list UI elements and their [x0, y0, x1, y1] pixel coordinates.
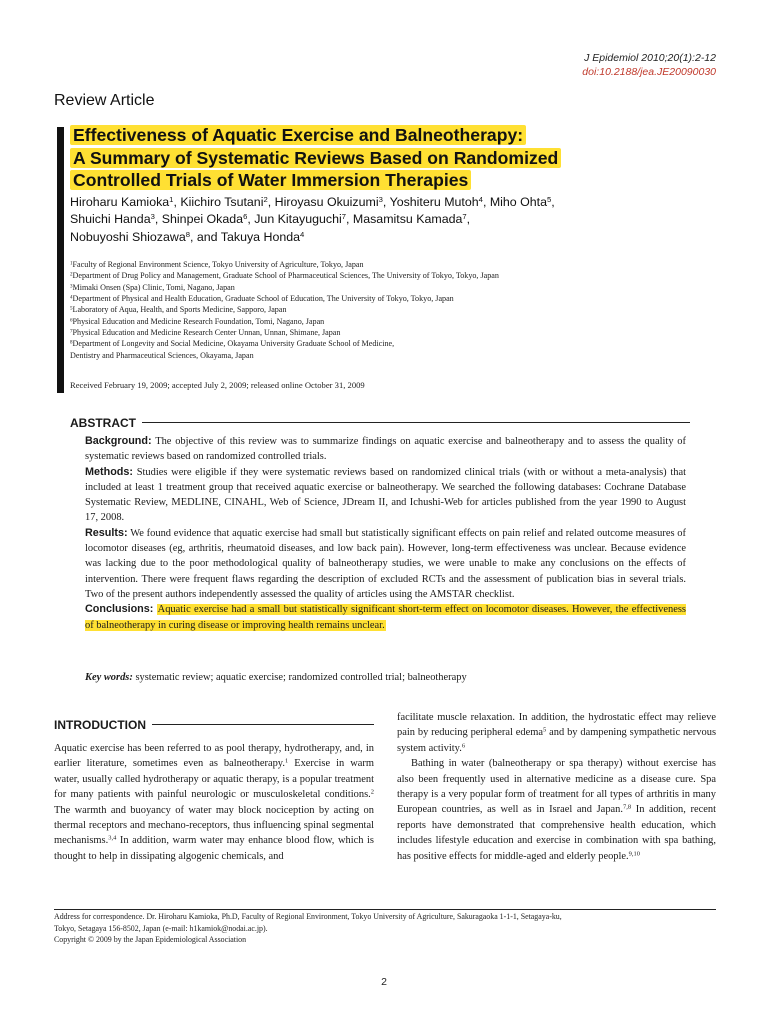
author: Shinpei Okada$^6$	[161, 212, 248, 227]
keywords-text: systematic review; aquatic exercise; randomized controlled trial; balneotherapy	[135, 672, 467, 683]
abstract-body	[85, 434, 686, 633]
author: Shuichi Handa$^3$	[70, 212, 155, 227]
affiliation-item: $^1$Faculty of Regional Environment Science, Tokyo University of Agriculture, Tokyo, Japan	[70, 260, 364, 269]
title-line-1: Effectiveness of Aquatic Exercise and Balneotherapy:	[70, 125, 526, 145]
citation-ref: 9,10	[628, 850, 640, 858]
abstract-results-label: Results:	[85, 526, 128, 539]
affiliation-item: $^2$Department of Drug Policy and Management, Graduate School of Pharmaceutical Sciences, The University of Tokyo, Tokyo, Japan	[70, 271, 499, 281]
abstract-conclusions-text: Aquatic exercise had a small but statistically significant short-term effect on locomotor diseases. However, the effectiveness of balneotherapy in curing disease or improving health remains unclear.	[85, 604, 686, 631]
doi-link[interactable]: doi:10.2188/jea.JE20090030	[582, 66, 716, 78]
correspondence-line-2: Tokyo, Setagaya 156-8502, Japan (e-mail: h1kamiok@nodai.ac.jp).	[54, 923, 268, 933]
author: Hiroharu Kamioka$^1$	[70, 194, 174, 209]
footnote-rule	[54, 909, 716, 910]
keywords-label: Key words:	[85, 672, 133, 683]
author: Hiroyasu Okuizumi$^3$	[274, 194, 383, 209]
citation-ref: 2	[370, 788, 374, 796]
correspondence-line-1: Address for correspondence. Dr. Hiroharu Kamioka, Ph.D, Faculty of Regional Environment, Tokyo University of Agriculture, Sakuragaoka 1-1-1, Setagaya-ku,	[54, 912, 562, 921]
received-dates: Received February 19, 2009; accepted July 2, 2009; released online October 31, 2009	[70, 380, 365, 390]
author: Takuya Honda$^4$	[220, 229, 305, 244]
article-title	[70, 124, 710, 192]
introduction-column-right	[397, 710, 716, 864]
abstract-background-text: The objective of this review was to summarize findings on aquatic exercise and balneotherapy and to assess the quality of systematic reviews based on randomized controlled trials.	[85, 436, 687, 463]
journal-citation-block	[582, 51, 716, 79]
keywords	[85, 671, 686, 685]
introduction-paragraph: facilitate muscle relaxation. In addition, the hydrostatic effect may relieve pain by reducing peripheral edema$^5$ and by dampening sympathetic nervous system activity.$^6$	[397, 712, 717, 754]
introduction-heading	[54, 716, 374, 732]
author: Yoshiteru Mutoh$^4$	[389, 194, 483, 209]
author-list: Hiroharu Kamioka$^1$, Kiichiro Tsutani$^2$, Hiroyasu Okuizumi$^3$, Yoshiteru Mutoh$^4$, Miho Ohta$^5$, Shuichi Handa$^3$, Shinpei Okada$^6$, Jun Kitayuguchi$^7$, Masamitsu Kamada$^7$, Nobuyoshi Shiozawa$^8$, and Takuya Honda$^4$	[70, 194, 555, 244]
citation-ref: 3,4	[108, 834, 117, 842]
journal-citation: J Epidemiol 2010;20(1):2-12	[584, 52, 716, 64]
affiliation-item: $^5$Laboratory of Aqua, Health, and Sports Medicine, Sapporo, Japan	[70, 305, 287, 315]
article-type-label: Review Article	[54, 92, 155, 109]
abstract-heading	[70, 414, 690, 430]
affiliation-item: $^3$Mimaki Onsen (Spa) Clinic, Tomi, Nagano, Japan	[70, 282, 235, 292]
page-number: 2	[381, 976, 387, 988]
affiliation-item: $^6$Physical Education and Medicine Research Foundation, Tomi, Nagano, Japan	[70, 316, 325, 326]
affiliation-item: $^7$Physical Education and Medicine Research Center Unnan, Unnan, Shimane, Japan	[70, 328, 341, 338]
affiliation-item-continued: Dentistry and Pharmaceutical Sciences, Okayama, Japan	[70, 350, 254, 360]
author-conjunction: and	[196, 229, 218, 244]
correspondence-footnote	[54, 911, 724, 946]
citation-ref: 5	[543, 726, 547, 734]
author: Kiichiro Tsutani$^2$	[180, 194, 268, 209]
abstract-background-label: Background:	[85, 435, 152, 447]
abstract-results-text: We found evidence that aquatic exercise had small but statistically significant effects on pain relief and related outcome measures of locomotor diseases (eg, arthritis, rheumatoid diseases, and low back pain). However, long-term effectiveness was unclear. Because evidence was lacking due to the poor methodological quality of balneotherapy studies, we were unable to make any conclusions on the effects of intervention. There were frequent flaws regarding the description of excluded RCTs and the assessment of publication bias in several trials. Two of the present authors independently assessed the quality of articles using the AMSTAR checklist.	[85, 527, 686, 600]
introduction-heading-label: INTRODUCTION	[54, 718, 152, 732]
abstract-methods-text: Studies were eligible if they were systematic reviews based on randomized clinical trials (with or without a meta-analysis) that included at least 1 treatment group that received aquatic exercise or balneotherapy. We searched the following databases: Cochrane Database Systematic Review, MEDLINE, CINAHL, Web of Science, JDream II, and Ichushi-Web for articles published from the year 1990 to August 17, 2008.	[85, 466, 687, 524]
citation-ref: 6	[461, 742, 466, 750]
citation-ref: 1	[284, 757, 289, 765]
affiliation-item: $^8$Department of Longevity and Social Medicine, Okayama University Graduate School of Medicine,	[70, 339, 395, 349]
abstract-heading-label: ABSTRACT	[70, 416, 142, 430]
author: Masamitsu Kamada$^7$	[352, 212, 467, 227]
title-line-2: A Summary of Systematic Reviews Based on Randomized	[70, 148, 561, 168]
citation-ref: 7,8	[623, 803, 632, 811]
author: Nobuyoshi Shiozawa$^8$	[70, 229, 190, 244]
author: Miho Ohta$^5$	[489, 194, 552, 209]
abstract-conclusions-label: Conclusions:	[85, 603, 154, 616]
affiliation-item: $^4$Department of Physical and Health Education, Graduate School of Education, The University of Tokyo, Tokyo, Japan	[70, 294, 454, 304]
abstract-methods-label: Methods:	[85, 465, 133, 478]
title-line-3: Controlled Trials of Water Immersion Therapies	[70, 170, 471, 190]
introduction-column-left: Aquatic exercise has been referred to as pool therapy, hydrotherapy, and, in earlier literature, sometimes even as balneotherapy.$^1$ Exercise in warm water, usually called hydrotherapy or aquatic therapy, is a popular treatment for many patients with painful neurologic or musculoskeletal conditions.$^2$ The warmth and buoyancy of water may block nociception by acting on thermal receptors and mechano-receptors, thus influencing spinal segmental mechanisms.$^{3,4}$ In addition, warm water may enhance blood flow, which is thought to help in dissipating algogenic chemicals, and	[54, 743, 374, 862]
title-accent-bar	[57, 127, 64, 393]
abstract-heading-rule	[70, 422, 690, 423]
copyright-line: Copyright © 2009 by the Japan Epidemiological Association	[54, 935, 247, 945]
introduction-paragraph: Bathing in water (balneotherapy or spa therapy) without exercise has also been frequently used in alternative medicine as a disease cure. Spa therapy is a very popular form of treatment for all types of arthritis in many European countries, as well as in Israel and Japan.$^{7,8}$ In addition, recent reports have demonstrated that comprehensive health education, which includes lifestyle education and exercise in combination with spa bathing, has positive effects for middle-aged and elderly people.$^{9,10}$	[397, 758, 716, 862]
affiliation-list	[70, 259, 710, 361]
author: Jun Kitayuguchi$^7$	[254, 212, 346, 227]
